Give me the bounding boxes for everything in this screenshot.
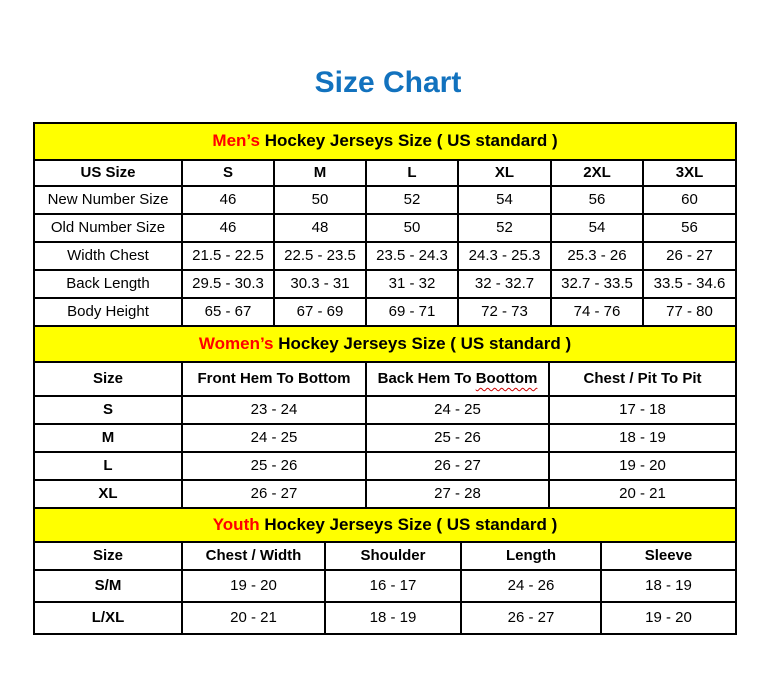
cell: 77 - 80 [643,298,736,326]
cell: 19 - 20 [601,602,736,634]
cell: 18 - 19 [549,424,736,452]
row-label: Body Height [34,298,182,326]
row-label: Back Length [34,270,182,298]
cell: 48 [274,214,366,242]
cell: 54 [458,186,551,214]
youth-column-header: Length [461,542,601,570]
mens-section-title [34,123,736,160]
cell: 60 [643,186,736,214]
youth-section-title [34,508,736,542]
cell: 69 - 71 [366,298,458,326]
row-label: Width Chest [34,242,182,270]
back-hem-label: Back Hem To [377,369,472,387]
cell: 26 - 27 [182,480,366,508]
table-row [34,270,736,298]
cell: 65 - 67 [182,298,274,326]
cell: 33.5 - 34.6 [643,270,736,298]
womens-title-highlight: Women’s [198,333,274,353]
row-label: L/XL [34,602,182,634]
youth-section-band [34,508,736,542]
cell: 16 - 17 [325,570,461,602]
table-row [34,186,736,214]
cell: 24 - 25 [182,424,366,452]
youth-title-highlight: Youth [212,514,260,534]
back-hem-misspelled-word: Boottom [475,369,538,387]
cell: 32 - 32.7 [458,270,551,298]
youth-column-header: Sleeve [601,542,736,570]
womens-column-header: Front Hem To Bottom [182,362,366,396]
mens-section-band [34,123,736,160]
table-row [34,298,736,326]
mens-column-header: XL [458,160,551,186]
mens-title-rest: Hockey Jerseys Size ( US standard ) [264,131,558,151]
row-label: New Number Size [34,186,182,214]
table-row [34,242,736,270]
youth-header-row [34,542,736,570]
cell: 25 - 26 [182,452,366,480]
womens-title-rest: Hockey Jerseys Size ( US standard ) [278,333,572,353]
row-label: S/M [34,570,182,602]
cell: 18 - 19 [325,602,461,634]
womens-column-header: Size [34,362,182,396]
cell: 26 - 27 [366,452,549,480]
mens-column-header: US Size [34,160,182,186]
cell: 26 - 27 [461,602,601,634]
youth-column-header: Size [34,542,182,570]
cell: 20 - 21 [182,602,325,634]
mens-header-row [34,160,736,186]
cell: 56 [551,186,643,214]
cell: 46 [182,214,274,242]
table-row [34,424,736,452]
row-label: XL [34,480,182,508]
cell: 24.3 - 25.3 [458,242,551,270]
cell: 26 - 27 [643,242,736,270]
size-chart-tables [33,122,735,635]
mens-column-header: L [366,160,458,186]
womens-column-header: Chest / Pit To Pit [549,362,736,396]
row-label: Old Number Size [34,214,182,242]
womens-section-band [34,326,736,362]
table-row [34,602,736,634]
table-row [34,396,736,424]
womens-section-title [34,326,736,362]
cell: 25 - 26 [366,424,549,452]
table-row [34,570,736,602]
cell: 23.5 - 24.3 [366,242,458,270]
cell: 46 [182,186,274,214]
youth-title-rest: Hockey Jerseys Size ( US standard ) [264,514,558,534]
womens-column-header-back-hem [366,362,549,396]
mens-title-highlight: Men’s [212,131,260,151]
cell: 31 - 32 [366,270,458,298]
mens-column-header: M [274,160,366,186]
cell: 54 [551,214,643,242]
page-title: Size Chart [314,66,462,99]
row-label: L [34,452,182,480]
cell: 17 - 18 [549,396,736,424]
youth-column-header: Chest / Width [182,542,325,570]
cell: 72 - 73 [458,298,551,326]
cell: 18 - 19 [601,570,736,602]
cell: 29.5 - 30.3 [182,270,274,298]
row-label: S [34,396,182,424]
cell: 23 - 24 [182,396,366,424]
mens-size-table [33,122,737,327]
row-label: M [34,424,182,452]
cell: 24 - 25 [366,396,549,424]
womens-header-row [34,362,736,396]
youth-column-header: Shoulder [325,542,461,570]
cell: 52 [366,186,458,214]
table-row [34,480,736,508]
cell: 25.3 - 26 [551,242,643,270]
cell: 20 - 21 [549,480,736,508]
womens-size-table [33,325,737,509]
cell: 50 [366,214,458,242]
cell: 67 - 69 [274,298,366,326]
table-row [34,214,736,242]
mens-column-header: S [182,160,274,186]
cell: 30.3 - 31 [274,270,366,298]
cell: 52 [458,214,551,242]
cell: 21.5 - 22.5 [182,242,274,270]
cell: 32.7 - 33.5 [551,270,643,298]
cell: 56 [643,214,736,242]
cell: 50 [274,186,366,214]
cell: 19 - 20 [182,570,325,602]
cell: 22.5 - 23.5 [274,242,366,270]
cell: 24 - 26 [461,570,601,602]
cell: 19 - 20 [549,452,736,480]
table-row [34,452,736,480]
mens-column-header: 3XL [643,160,736,186]
cell: 27 - 28 [366,480,549,508]
mens-column-header: 2XL [551,160,643,186]
cell: 74 - 76 [551,298,643,326]
youth-size-table [33,507,737,635]
